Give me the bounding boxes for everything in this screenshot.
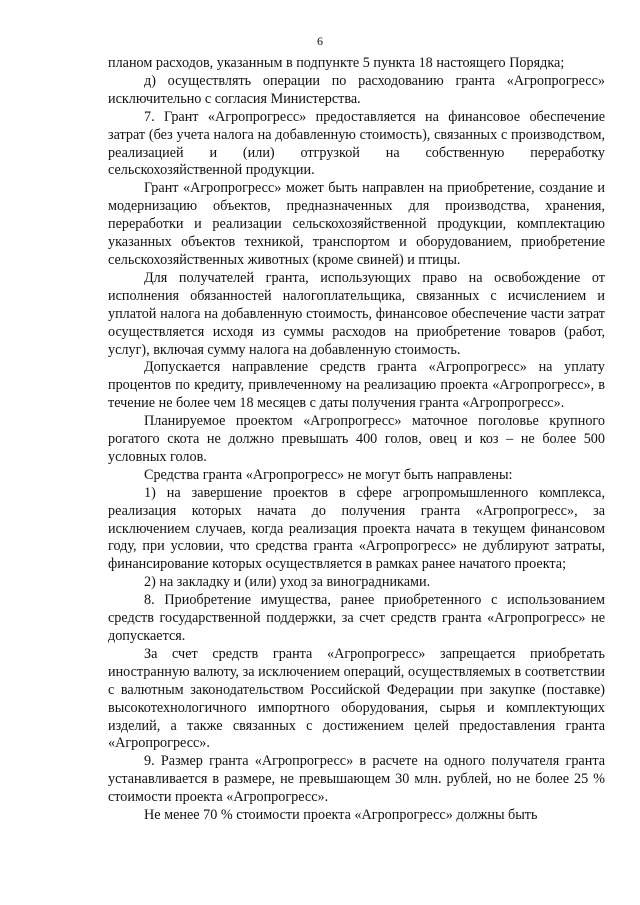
paragraph: Не менее 70 % стоимости проекта «Агропрогресс» должны быть [144,807,538,824]
paragraph: Средства гранта «Агропрогресс» не могут быть направлены: [144,466,513,483]
paragraph: Планируемое проектом «Агропрогресс» маточное поголовье крупного рогатого скота не должно превышать 400 голов, овец и коз – не более 500 условных голов. [108,413,605,465]
paragraph: 8. Приобретение имущества, ранее приобретенного с использованием средств государственной поддержки, за счет средств гранта «Агропрогресс» не допускается. [108,592,605,644]
paragraph: Для получателей гранта, использующих право на освобождение от исполнения обязанностей налогоплательщика, связанных с исчислением и уплатой налога на добавленную стоимость, финансовое обеспечение части затрат осуществляется исходя из суммы расходов на приобретение товаров (работ, услуг), включая сумму налога на добавленную стоимость. [108,269,605,358]
paragraph: 1) на завершение проектов в сфере агропромышленного комплекса, реализация которых начата до получения гранта «Агропрогресс», за исключением случаев, когда реализация проекта начата в текущем финансовом году, при условии, что средства гранта «Агропрогресс» не дублируют затраты, финансирование которых осуществляется в рамках ранее начатого проекта; [108,484,605,573]
paragraph: За счет средств гранта «Агропрогресс» запрещается приобретать иностранную валюту, за исключением операций, осуществляемых в соответствии с валютным законодательством Российской Федерации при закупке (поставке) высокотехнологичного импортного оборудования, сырья и комплектующих изделий, а также связанных с достижением целей предоставления гранта «Агропрогресс». [108,645,605,752]
paragraph: 7. Грант «Агропрогресс» предоставляется на финансовое обеспечение затрат (без учета налога на добавленную стоимость), связанных с производством, реализацией и (или) отгрузкой на собственную переработку сельскохозяйственной продукции. [108,108,605,179]
paragraph: планом расходов, указанным в подпункте 5 пункта 18 настоящего Порядка; [108,55,565,71]
body-text [108,55,605,825]
paragraph: 2) на закладку и (или) уход за виноградниками. [144,574,431,591]
page-number: 6 [317,34,323,48]
paragraph: Грант «Агропрогресс» может быть направлен на приобретение, создание и модернизацию объектов, предназначенных для производства, хранения, переработки и реализации сельскохозяйственной продукции, комплектацию указанных объектов техникой, транспортом и оборудованием, приобретение сельскохозяйственных животных (кроме свиней) и птицы. [108,180,605,268]
paragraph: 9. Размер гранта «Агропрогресс» в расчете на одного получателя гранта устанавливается в размере, не превышающем 30 млн. рублей, но не более 25 % стоимости проекта «Агропрогресс». [108,753,605,806]
paragraph: Допускается направление средств гранта «Агропрогресс» на уплату процентов по кредиту, привлеченному на реализацию проекта «Агропрогресс», в течение не более чем 18 месяцев с даты получения гранта «Агропрогресс». [108,359,605,412]
paragraph: д) осуществлять операции по расходованию гранта «Агропрогресс» исключительно с согласия Министерства. [108,72,605,107]
